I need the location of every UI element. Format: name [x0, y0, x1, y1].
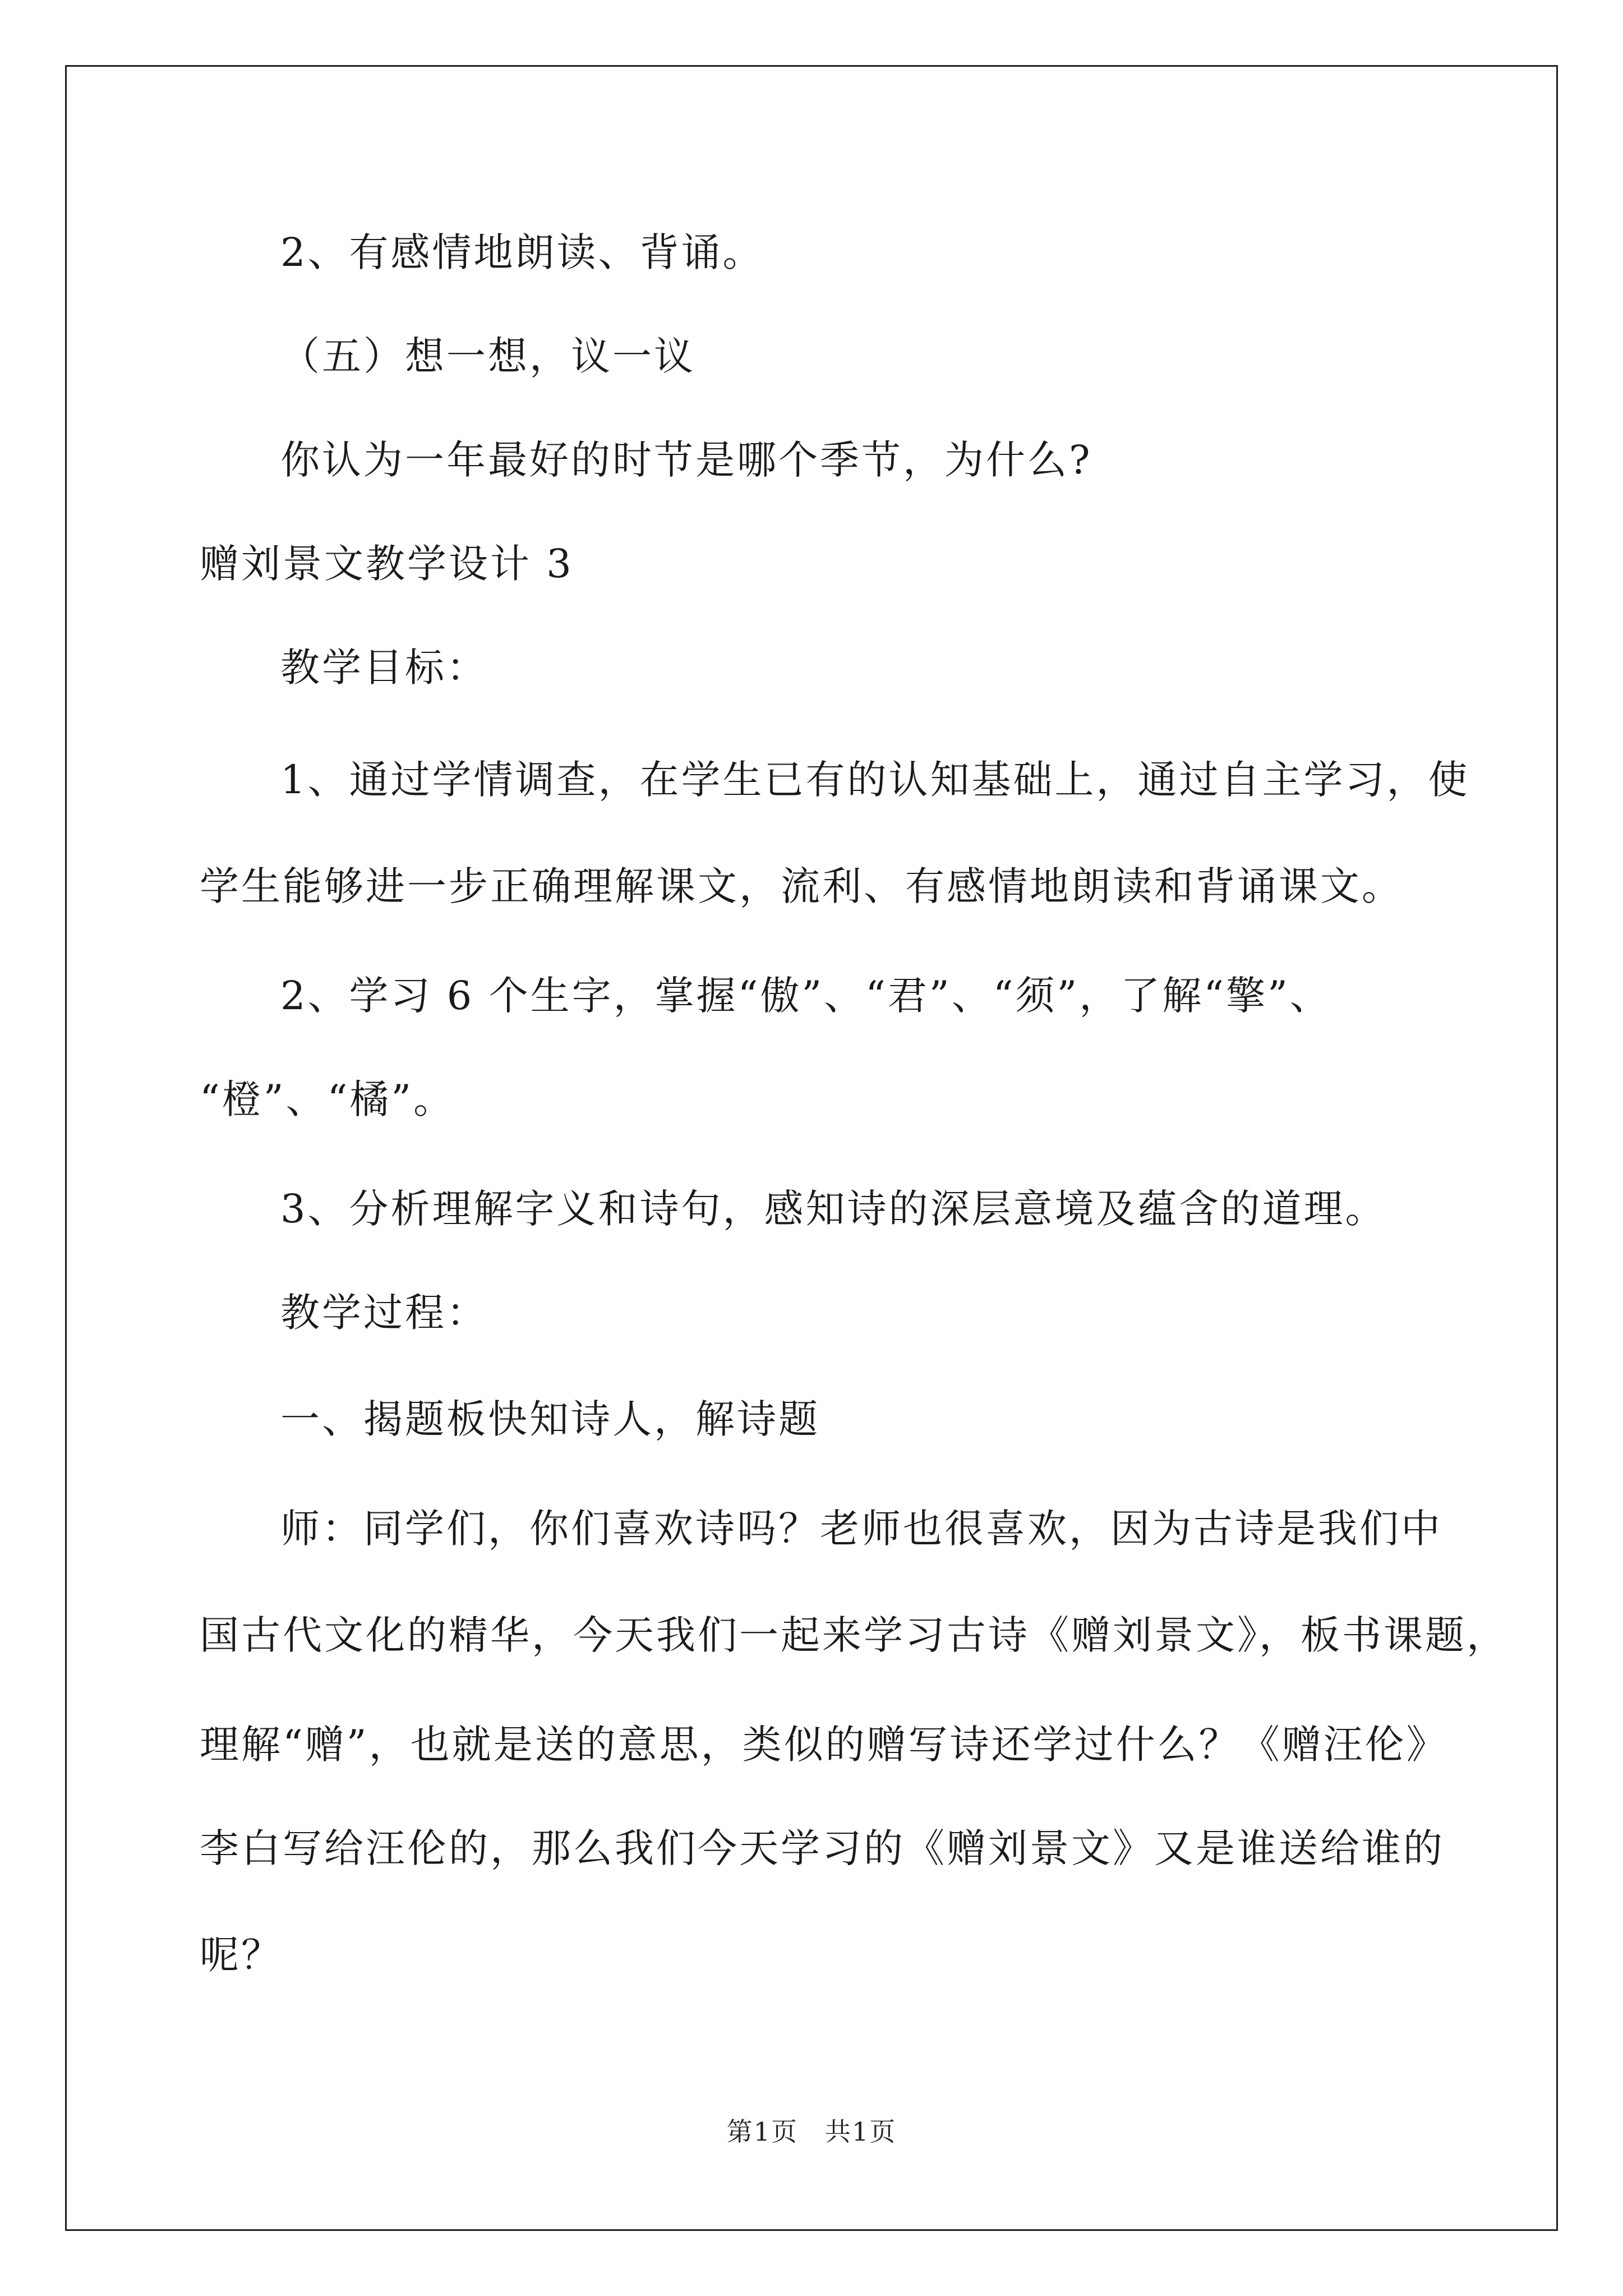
text-line: 3、分析理解字义和诗句，感知诗的深层意境及蕴含的道理。: [280, 1186, 1387, 1232]
text-line: 2、学习 6 个生字，掌握“傲”、“君”、“须”，了解“擎”、: [280, 973, 1331, 1019]
text-line: 学生能够进一步正确理解课文，流利、有感情地朗读和背诵课文。: [200, 863, 1403, 909]
section-heading: 教学过程：: [280, 1290, 488, 1336]
text-line: 1、通过学情调查，在学生已有的认知基础上，通过自主学习，使: [280, 757, 1470, 803]
section-heading: （五）想一想，议一议: [280, 333, 695, 379]
text-line: 理解“赠”，也就是送的意思，类似的赠写诗还学过什么？《赠汪伦》: [200, 1722, 1448, 1768]
section-heading: 一、揭题板快知诗人，解诗题: [280, 1396, 820, 1442]
document-title: 赠刘景文教学设计 3: [200, 541, 574, 587]
section-heading: 教学目标：: [280, 645, 488, 691]
text-line: 呢？: [200, 1932, 283, 1978]
text-line: 师：同学们，你们喜欢诗吗？老师也很喜欢，因为古诗是我们中: [280, 1506, 1442, 1552]
page-frame: [65, 65, 1558, 2231]
text-line: 国古代文化的精华，今天我们一起来学习古诗《赠刘景文》，板书课题，: [200, 1612, 1508, 1658]
text-line: 李白写给汪伦的，那么我们今天学习的《赠刘景文》又是谁送给谁的: [200, 1825, 1445, 1871]
text-line: “橙”、“橘”。: [200, 1076, 455, 1122]
page-footer: 第1页 共1页: [726, 2116, 897, 2147]
text-line: 你认为一年最好的时节是哪个季节，为什么?: [280, 437, 1092, 483]
text-line: 2、有感情地朗读、背诵。: [280, 229, 764, 275]
